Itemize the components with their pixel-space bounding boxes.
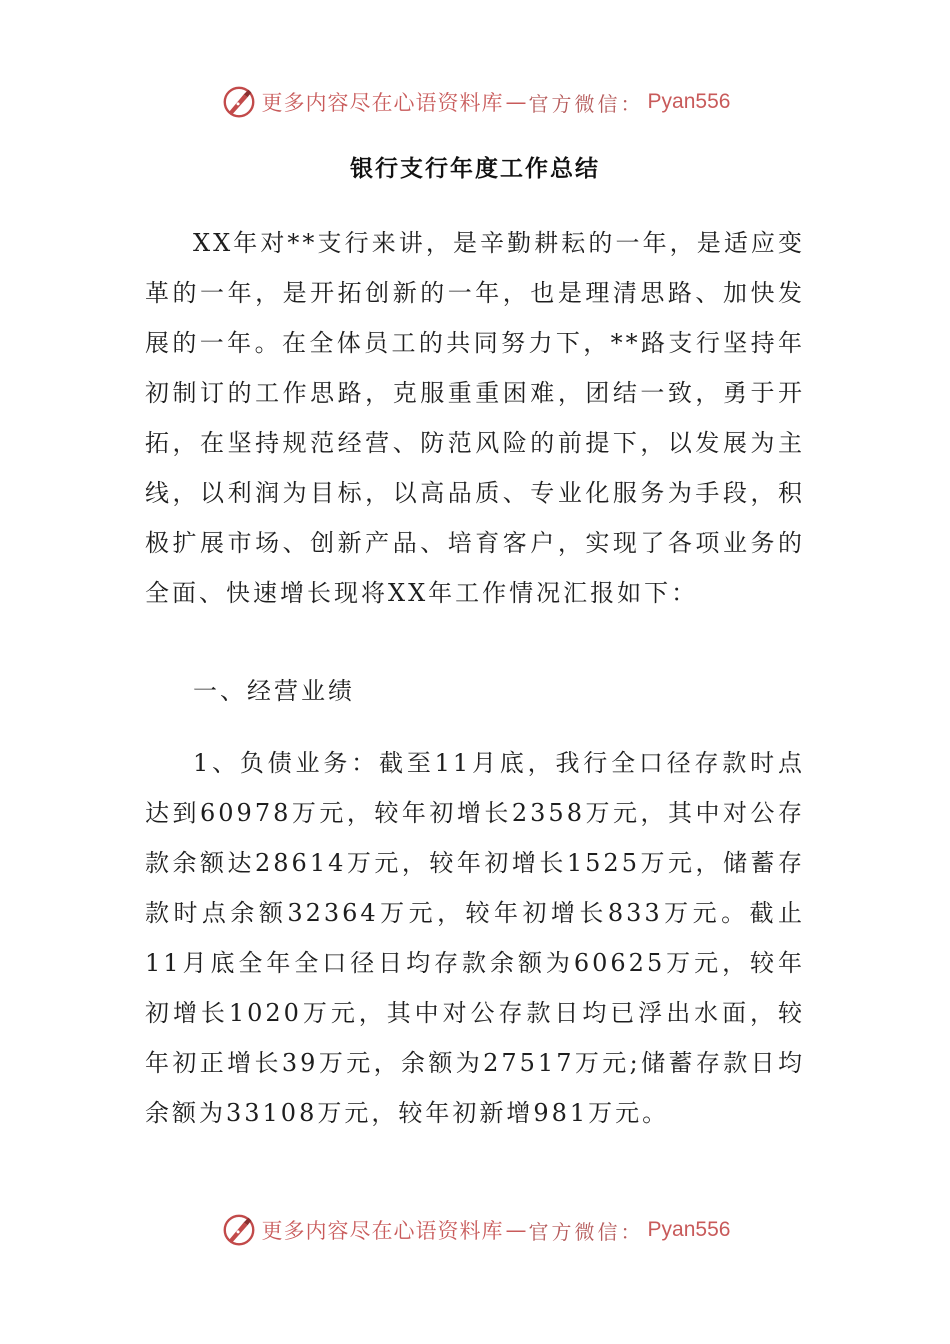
watermark-header (0, 78, 950, 126)
watermark-footer (0, 1206, 950, 1254)
watermark-wechat-id: Pyan556 (647, 1218, 731, 1241)
pen-nib-circle-icon (220, 1211, 258, 1249)
watermark-wechat-id: Pyan556 (647, 90, 731, 113)
pen-nib-circle-icon (220, 83, 258, 121)
watermark-wechat-label: 官方微信： (528, 91, 644, 116)
section-heading: 一、经营业绩 (193, 677, 355, 705)
intro-paragraph: XX年对**支行来讲，是辛勤耕耘的一年，是适应变革的一年，是开拓创新的一年，也是理清思路、加快发展的一年。在全体员工的共同努力下，**路支行坚持年初制订的工作思路，克服重重困难，团结一致，勇于开拓，在坚持规范经营、防范风险的前提下，以发展为主线，以利润为目标，以高品质、专业化服务为手段，积极扩展市场、创新产品、培育客户，实现了各项业务的全面、快速增长现将XX年工作情况汇报如下： (145, 229, 805, 607)
watermark-brand: 更多内容尽在心语资料库 (261, 91, 504, 115)
watermark-dash: — (505, 90, 527, 114)
watermark-wechat-label: 官方微信： (528, 1219, 644, 1244)
watermark-dash: — (505, 1218, 527, 1242)
document-title: 银行支行年度工作总结 (350, 156, 600, 182)
liability-paragraph: 1、负债业务：截至11月底，我行全口径存款时点达到60978万元，较年初增长2358万元，其中对公存款余额达28614万元，较年初增长1525万元，储蓄存款时点余额32364万元，较年初增长833万元。截止11月底全年全口径日均存款余额为60625万元，较年初增长1020万元，其中对公存款日均已浮出水面，较年初正增长39万元，余额为27517万元;储蓄存款日均余额为33108万元，较年初新增981万元。 (145, 749, 805, 1127)
watermark-brand: 更多内容尽在心语资料库 (261, 1219, 504, 1243)
document-body (145, 218, 805, 1138)
